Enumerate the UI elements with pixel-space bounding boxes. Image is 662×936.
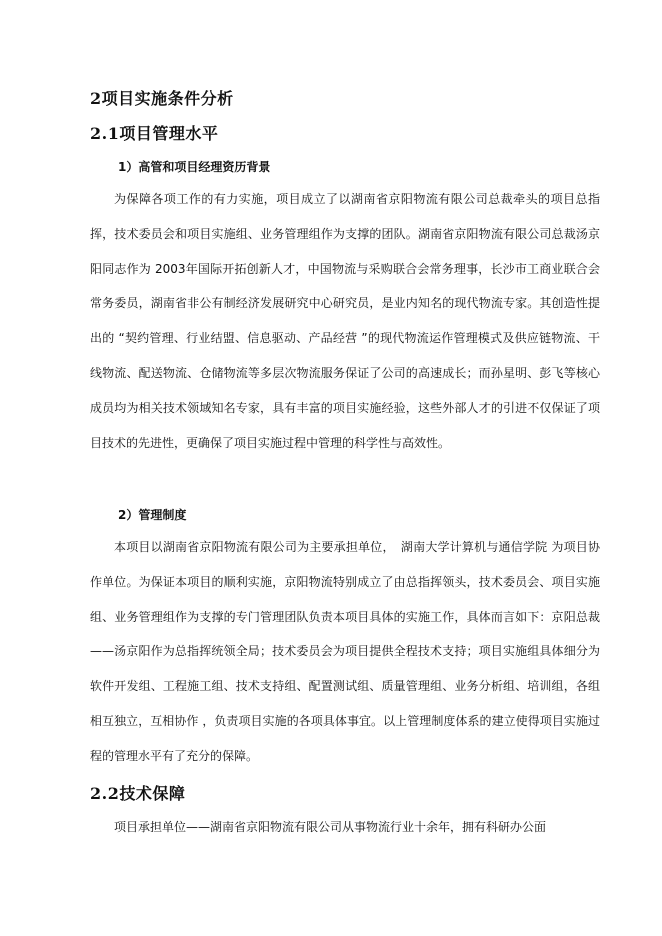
section-title: 2项目实施条件分析 (90, 89, 234, 108)
paragraph-executive-background: 为保障各项工作的有力实施，项目成立了以湖南省京阳物流有限公司总裁牵头的项目总指挥，技术委员会和项目实施组、业务管理组作为支撑的团队。湖南省京阳物流有限公司总裁汤京阳同志作为 2003年国际开拓创新人才，中国物流与采购联合会常务理事，长沙市工商业联合会常务委员，湖南省非公有制经济发展研究中心研究员，是业内知名的现代物流专家。其创造性提出的 “契约管理、行业结盟、信息驱动、产品经营 ”的现代物流运作管理模式及供应链物流、干线物流、配送物流、仓储物流等多层次物流服务保证了公司的高速成长；而孙星明、彭飞等核心成员均为相关技术领域知名专家，具有丰富的项目实施经验，这些外部人才的引进不仅保证了项目技术的先进性，更确保了项目实施过程中管理的科学性与高效性。 (90, 192, 600, 450)
item-heading-executive-background: 1）高管和项目经理资历背景 (118, 160, 271, 174)
subsection-title-technical: 2.2技术保障 (90, 784, 186, 803)
subsection-title-management: 2.1项目管理水平 (90, 124, 219, 143)
paragraph-technical: 项目承担单位——湖南省京阳物流有限公司从事物流行业十余年，拥有科研办公面 (114, 820, 547, 834)
paragraph-management-system: 本项目以湖南省京阳物流有限公司为主要承担单位， 湖南大学计算机与通信学院 为项目协作单位。为保证本项目的顺利实施，京阳物流特别成立了由总指挥领头，技术委员会、项目实施组、业务管理组作为支撑的专门管理团队负责本项目具体的实施工作，具体而言如下：京阳总裁 ——汤京阳作为总指挥统领全局；技术委员会为项目提供全程技术支持；项目实施组具体细分为软件开发组、工程施工组、技术支持组、配置测试组、质量管理组、业务分析组、培训组，各组相互独立，互相协作 ，负责项目实施的各项具体事宜。以上管理制度体系的建立使得项目实施过程的管理水平有了充分的保障。 (90, 540, 600, 763)
item-heading-management-system: 2）管理制度 (118, 508, 187, 522)
